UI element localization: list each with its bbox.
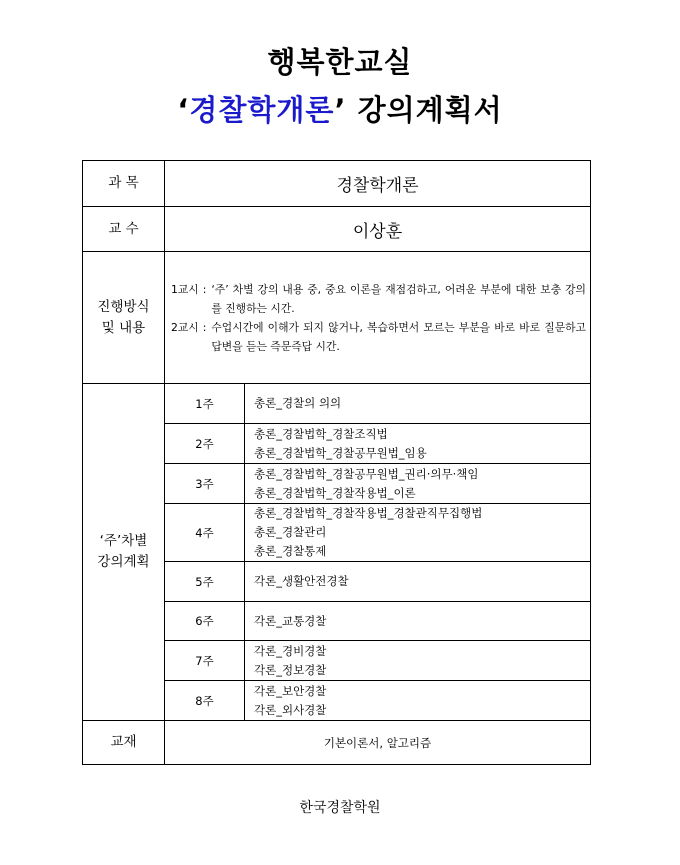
weekly-label [83, 384, 165, 721]
week-number: 3주 [165, 464, 245, 504]
week-topic: 총론_경찰관리 [254, 525, 327, 539]
title-course-name: 경찰학개론 [189, 93, 335, 127]
week-topic: 각론_생활안전경찰 [254, 574, 349, 588]
week-topic: 총론_경찰법학_경찰공무원법_임용 [254, 445, 427, 460]
week-topic: 각론_외사경찰 [254, 702, 327, 717]
week-topic: 총론_경찰법학_경찰작용법_이론 [254, 485, 416, 500]
title-open-quote: ‘ [177, 93, 190, 127]
method-content [165, 252, 591, 384]
week-topics [245, 641, 591, 681]
subject-row [83, 161, 591, 207]
week-topics [245, 602, 591, 641]
title-line2 [0, 88, 680, 129]
week-number: 5주 [165, 562, 245, 602]
method-item [171, 318, 586, 356]
title-close-quote: ’ [334, 93, 347, 127]
week-topic: 총론_경찰법학_경찰공무원법_권리·의무·책임 [254, 466, 479, 481]
footer-academy-name: 한국경찰학원 [299, 800, 381, 816]
week-number: 7주 [165, 641, 245, 681]
week-topics [245, 681, 591, 721]
method-label-line2: 및 내용 [101, 319, 146, 336]
textbook-label: 교재 [83, 721, 165, 765]
week-topic: 각론_보안경찰 [254, 683, 327, 698]
subject-value: 경찰학개론 [165, 161, 591, 207]
method-item [171, 280, 586, 318]
week-topics [245, 424, 591, 464]
method-item-colon: : [202, 282, 207, 296]
textbook-value: 기본이론서, 알고리즘 [165, 721, 591, 765]
week-topic: 각론_정보경찰 [254, 662, 327, 677]
weekly-label-line1: ‘주’차별 [99, 533, 148, 549]
week-topic: 총론_경찰법학_경찰조직법 [254, 426, 388, 441]
method-row [83, 252, 591, 384]
week-number: 6주 [165, 602, 245, 641]
plan-table [82, 160, 591, 765]
week-number: 4주 [165, 504, 245, 562]
week-topic: 각론_교통경찰 [254, 613, 327, 628]
week-topic: 총론_경찰의 의의 [254, 396, 342, 410]
method-item-label: 1교시 [171, 282, 199, 296]
instructor-value: 이상훈 [165, 207, 591, 252]
week-topics [245, 562, 591, 602]
textbook-row [83, 721, 591, 765]
instructor-label: 교 수 [83, 207, 165, 252]
weekly-label-line2: 강의계획 [97, 554, 150, 570]
week-number: 8주 [165, 681, 245, 721]
method-item-text: 수업시간에 이해가 되지 않거나, 복습하면서 모르는 부분을 바로 바로 질문하고 답변을 듣는 즉문즉답 시간. [211, 320, 586, 353]
instructor-row [83, 207, 591, 252]
week-number: 1주 [165, 384, 245, 424]
week-topics [245, 384, 591, 424]
week-topics [245, 464, 591, 504]
week-topics [245, 504, 591, 562]
week-number: 2주 [165, 424, 245, 464]
week-topic: 각론_경비경찰 [254, 643, 327, 658]
week-topic: 총론_경찰통제 [254, 544, 327, 558]
method-item-text: ‘주’ 차별 강의 내용 중, 중요 이론을 재점검하고, 어려운 부분에 대한 보충 강의를 진행하는 시간. [211, 282, 586, 315]
title-line1: 행복한교실 [267, 45, 413, 79]
title-suffix: 강의계획서 [346, 93, 503, 127]
week-topic: 총론_경찰법학_경찰작용법_경찰관직무집행법 [254, 506, 483, 520]
week-row [83, 384, 591, 424]
method-item-colon: : [202, 320, 207, 334]
method-label-line1: 진행방식 [97, 298, 150, 315]
method-label [83, 252, 165, 384]
subject-label: 과 목 [83, 161, 165, 207]
method-item-label: 2교시 [171, 320, 199, 334]
